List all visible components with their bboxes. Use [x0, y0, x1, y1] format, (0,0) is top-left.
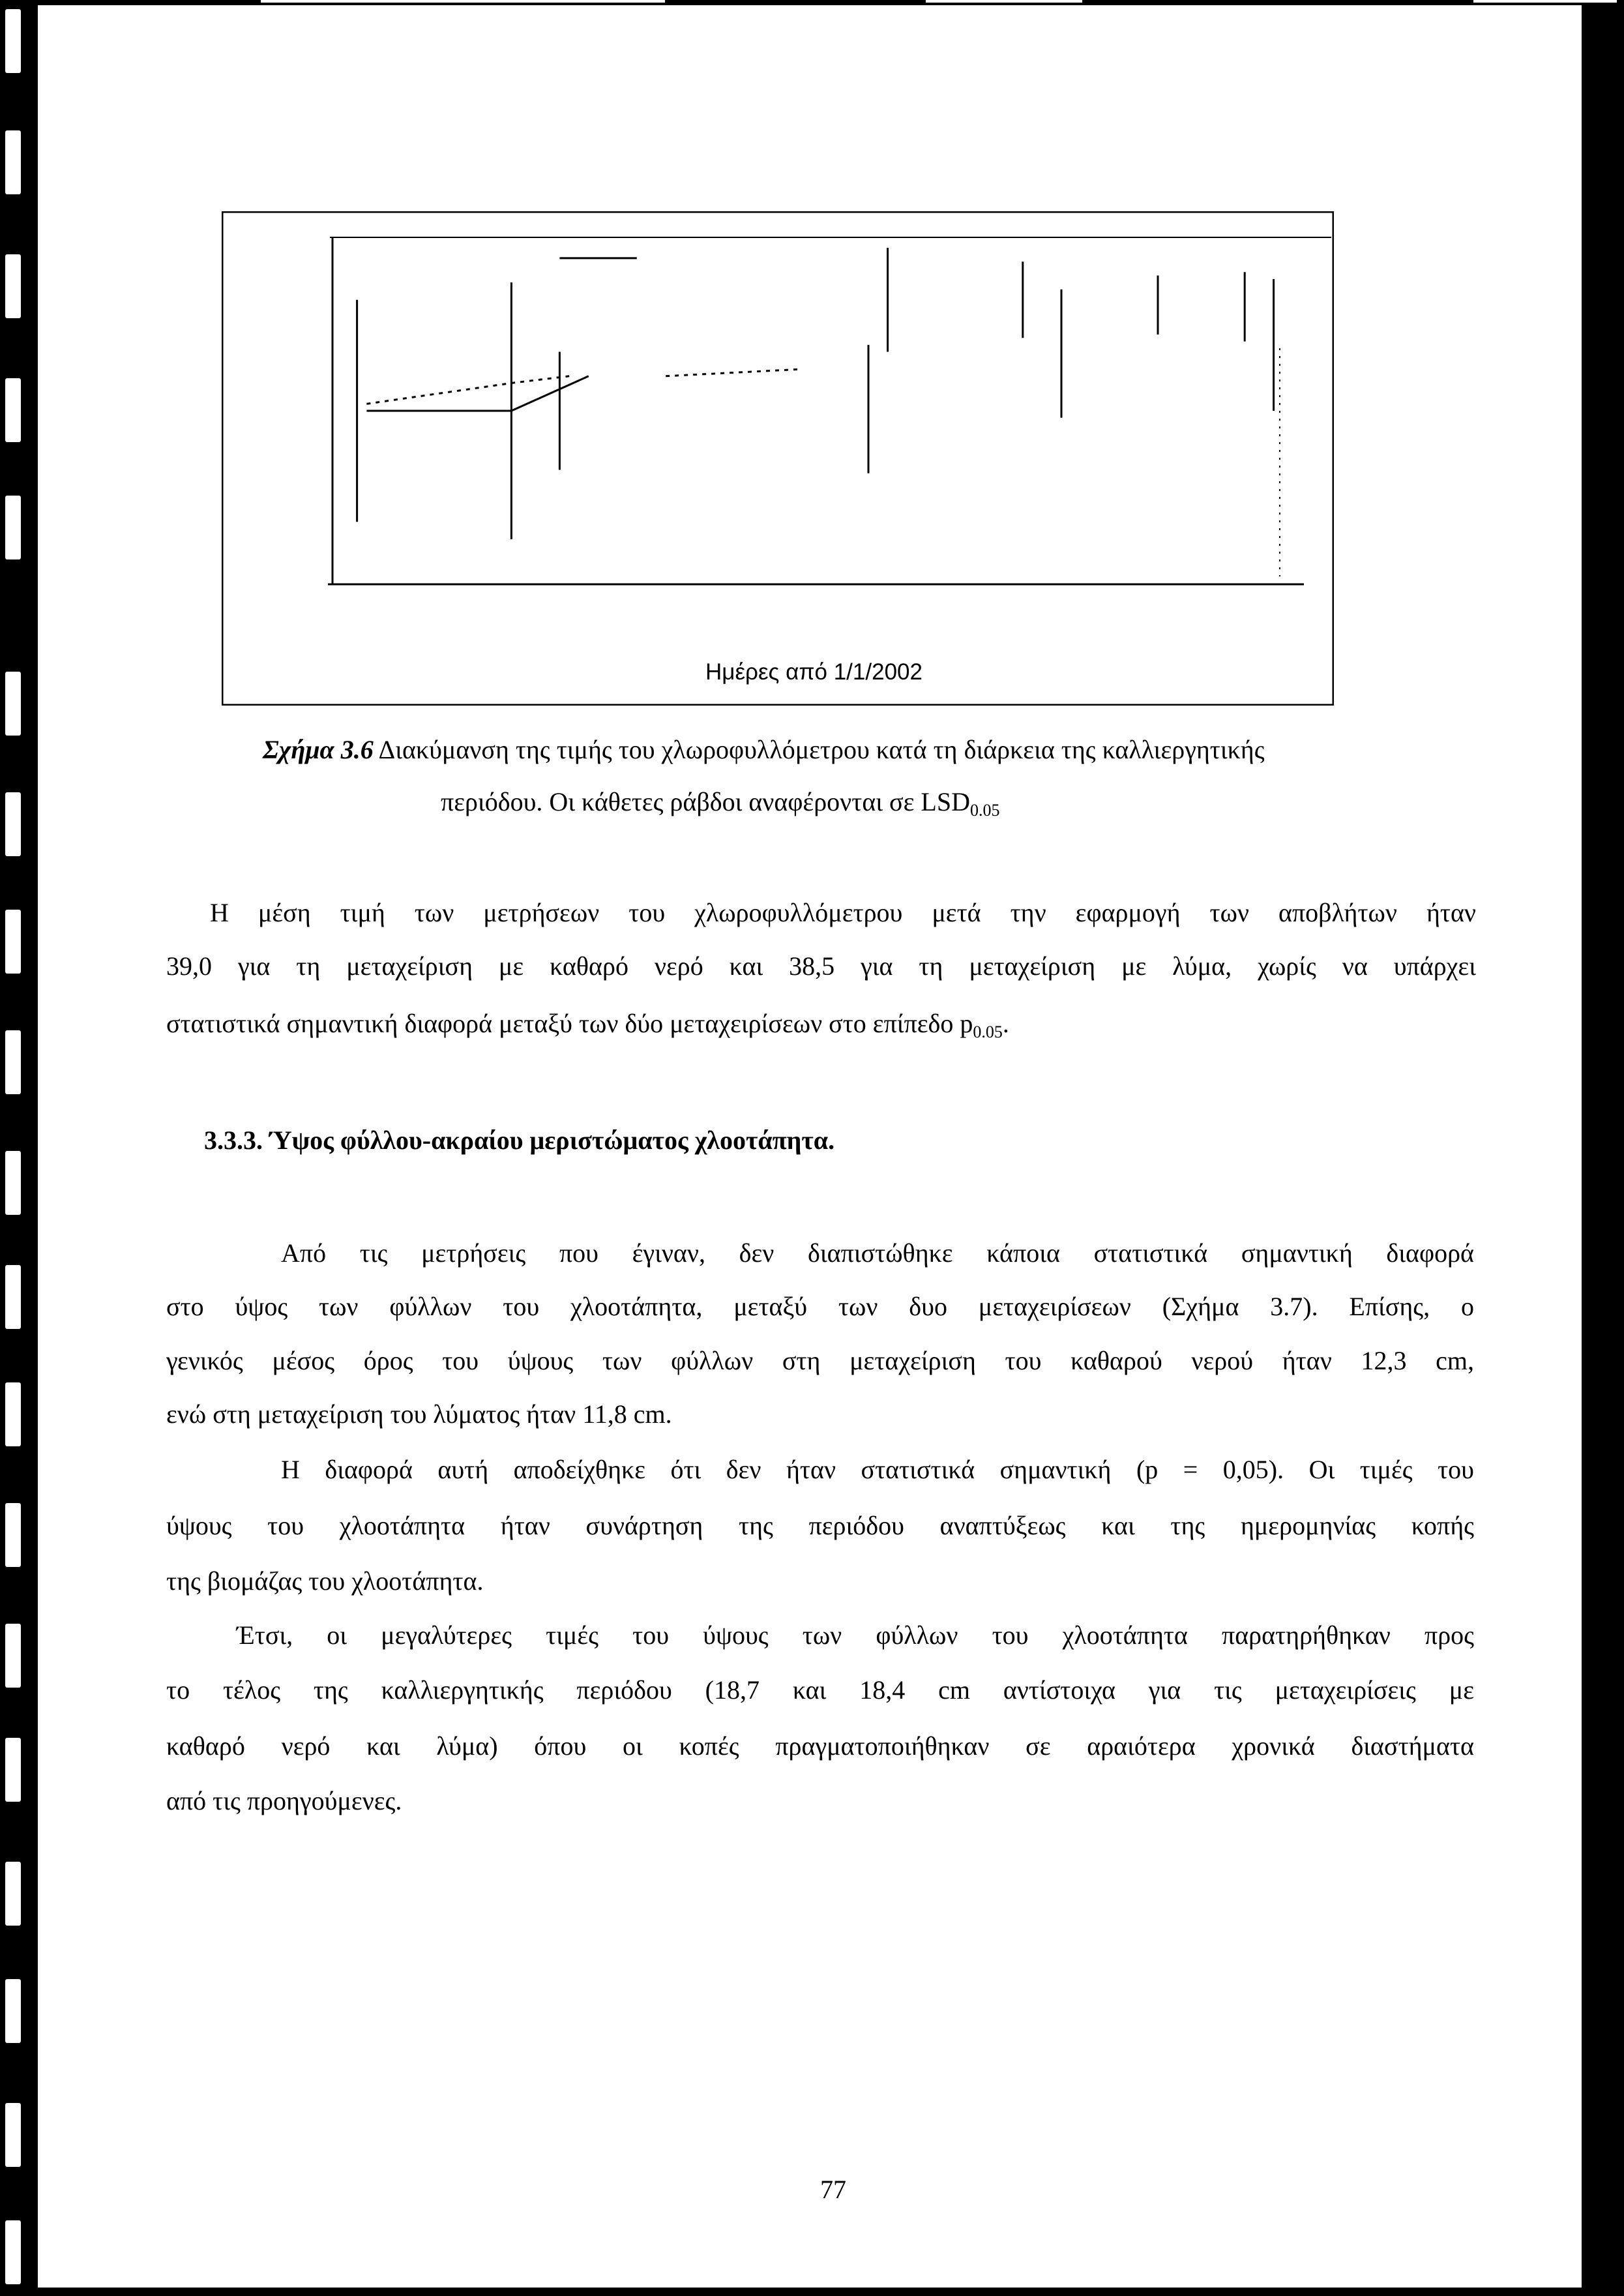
chart-figure: [222, 211, 1334, 706]
subscript: 0.05: [973, 1022, 1003, 1041]
sprocket-hole: [5, 1382, 21, 1446]
para2-line-1: Από τις μετρήσεις που έγιναν, δεν διαπιστώθηκε κάποια στατιστικά σημαντική διαφορά: [281, 1238, 1474, 1268]
sprocket-hole: [5, 1503, 21, 1567]
chart-frame: [222, 212, 1333, 705]
figure-caption-line-2: [441, 786, 999, 820]
document-page: [38, 5, 1582, 2288]
para1-line-2: 39,0 για τη μεταχείριση με καθαρό νερό και 38,5 για τη μεταχείριση με λύμα, χωρίς να υπάρχει: [166, 951, 1476, 981]
para3-line-3: της βιομάζας του χλοοτάπητα.: [166, 1566, 484, 1596]
sprocket-hole: [5, 1265, 21, 1329]
figure-caption-text-2: περιόδου. Οι κάθετες ράβδοι αναφέρονται σε LSD: [441, 787, 970, 816]
para4-line-2: το τέλος της καλλιεργητικής περιόδου (18,7 και 18,4 cm αντίστοιχα για τις μεταχειρίσεις με: [166, 1675, 1474, 1705]
para3-line-1: Η διαφορά αυτή αποδείχθηκε ότι δεν ήταν στατιστικά σημαντική (p = 0,05). Οι τιμές του: [281, 1455, 1474, 1484]
sprocket-hole: [5, 1624, 21, 1688]
chart-svg: [222, 211, 1334, 706]
figure-label: Σχήμα 3.6: [263, 735, 374, 764]
figure-caption-text: Διακύμανση της τιμής του χλωροφυλλόμετρου κατά τη διάρκεια της καλλιεργητικής: [378, 735, 1265, 764]
chart-x-axis-label: Ημέρες από 1/1/2002: [705, 659, 923, 685]
sprocket-hole: [5, 130, 21, 194]
sprocket-hole: [5, 910, 21, 974]
para4-line-4: από τις προηγούμενες.: [166, 1786, 402, 1815]
period: .: [1002, 1009, 1009, 1038]
para4-line-1: Έτσι, οι μεγαλύτερες τιμές του ύψους των φύλλων του χλοοτάπητα παρατηρήθηκαν προς: [237, 1620, 1474, 1650]
para2-line-3: γενικός μέσος όρος του ύψους των φύλλων στη μεταχείριση του καθαρού νερού ήταν 12,3 cm,: [166, 1346, 1474, 1375]
para3-line-2: ύψους του χλοοτάπητα ήταν συνάρτηση της περιόδου αναπτύξεως και της ημερομηνίας κοπής: [166, 1511, 1474, 1540]
para1-line-3-text: στατιστικά σημαντική διαφορά μεταξύ των δύο μεταχειρίσεων στο επίπεδο p: [166, 1009, 973, 1038]
sprocket-hole: [5, 496, 21, 559]
para2-line-4: ενώ στη μεταχείριση του λύματος ήταν 11,8 cm.: [166, 1399, 672, 1429]
sprocket-hole: [5, 1151, 21, 1215]
scan-edge: [1473, 0, 1617, 3]
sprocket-hole: [5, 1979, 21, 2043]
page-number: 77: [820, 2175, 846, 2204]
sprocket-hole: [5, 1030, 21, 1094]
section-heading: 3.3.3. Ύψος φύλλου-ακραίου μεριστώματος χλοοτάπητα.: [204, 1126, 835, 1155]
sprocket-hole: [5, 254, 21, 318]
subscript: 0.05: [969, 801, 1000, 820]
para1-line-3: [166, 1008, 1009, 1042]
scan-edge: [926, 0, 1082, 3]
para2-line-2: στο ύψος των φύλλων του χλοοτάπητα, μεταξύ των δυο μεταχειρίσεων (Σχήμα 3.7). Επίσης, ο: [166, 1292, 1474, 1321]
sprocket-hole: [5, 1738, 21, 1802]
para4-line-3: καθαρό νερό και λύμα) όπου οι κοπές πραγματοποιήθηκαν σε αραιότερα χρονικά διαστήματα: [166, 1731, 1474, 1761]
sprocket-hole: [5, 2220, 21, 2284]
sprocket-hole: [5, 9, 21, 73]
sprocket-hole: [5, 792, 21, 856]
sprocket-hole: [5, 2103, 21, 2167]
sprocket-hole: [5, 1862, 21, 1926]
sprocket-hole: [5, 378, 21, 442]
para1-line-1: Η μέση τιμή των μετρήσεων του χλωροφυλλόμετρου μετά την εφαρμογή των αποβλήτων ήταν: [210, 898, 1476, 927]
figure-caption-line-1: [263, 734, 1265, 765]
sprocket-hole: [5, 672, 21, 736]
scan-edge: [261, 0, 665, 3]
